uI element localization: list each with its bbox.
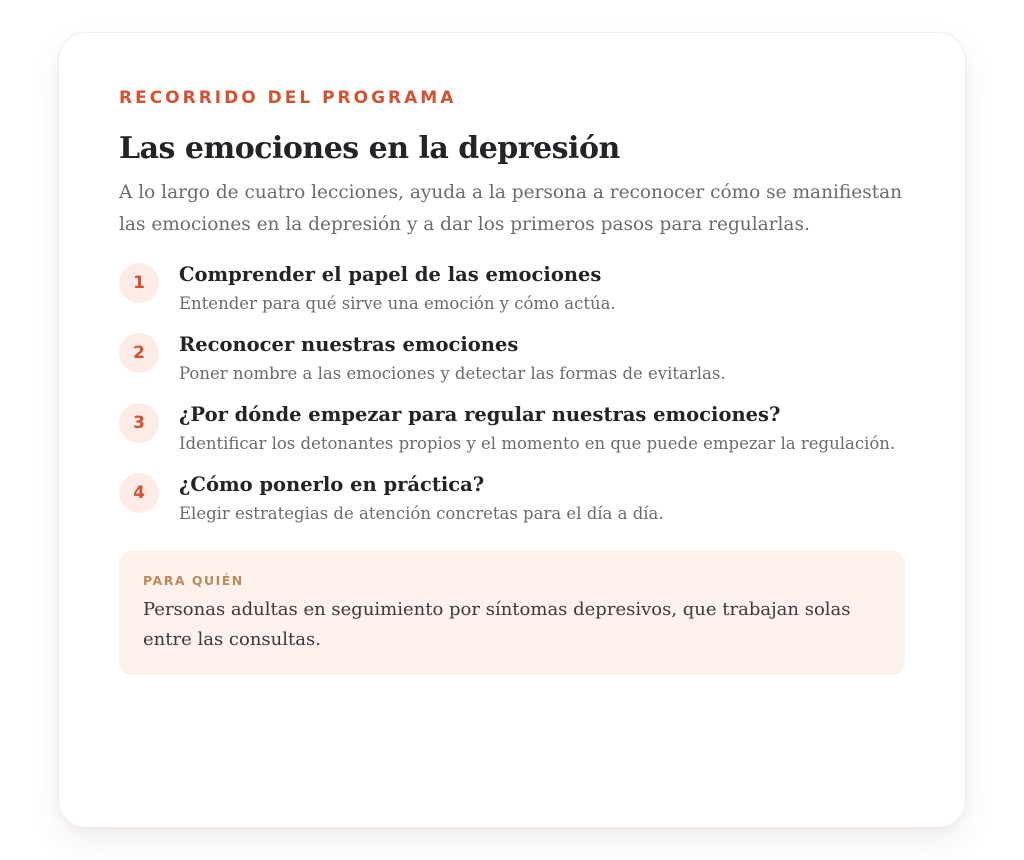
lesson-item-4 <box>119 471 905 527</box>
lesson-description: Elegir estrategias de atención concretas para el día a día. <box>179 504 664 523</box>
program-card <box>58 32 966 828</box>
lesson-title: Reconocer nuestras emociones <box>179 333 519 356</box>
page-title: Las emociones en la depresión <box>119 131 620 166</box>
lesson-title: Comprender el papel de las emociones <box>179 263 602 286</box>
lesson-list <box>119 261 905 527</box>
audience-box <box>119 551 905 675</box>
lesson-item-3 <box>119 401 905 457</box>
step-number-badge: 2 <box>119 333 159 373</box>
lesson-description: Entender para qué sirve una emoción y cómo actúa. <box>179 294 616 313</box>
lesson-title: ¿Por dónde empezar para regular nuestras emociones? <box>179 403 781 426</box>
lesson-item-2 <box>119 331 905 387</box>
step-number-badge: 3 <box>119 403 159 443</box>
lesson-description: Identificar los detonantes propios y el momento en que puede empezar la regulación. <box>179 434 896 453</box>
lesson-item-1 <box>119 261 905 317</box>
audience-label: PARA QUIÉN <box>143 573 244 588</box>
program-eyebrow: RECORRIDO DEL PROGRAMA <box>119 88 457 108</box>
step-number-badge: 4 <box>119 473 159 513</box>
lesson-description: Poner nombre a las emociones y detectar las formas de evitarlas. <box>179 364 726 383</box>
program-intro: A lo largo de cuatro lecciones, ayuda a la persona a reconocer cómo se manifiestan las emociones en la depresión y a dar los primeros pasos para regularlas. <box>119 182 903 235</box>
lesson-title: ¿Cómo ponerlo en práctica? <box>179 473 485 496</box>
audience-text: Personas adultas en seguimiento por síntomas depresivos, que trabajan solas entre las consultas. <box>143 599 851 650</box>
step-number-badge: 1 <box>119 263 159 303</box>
